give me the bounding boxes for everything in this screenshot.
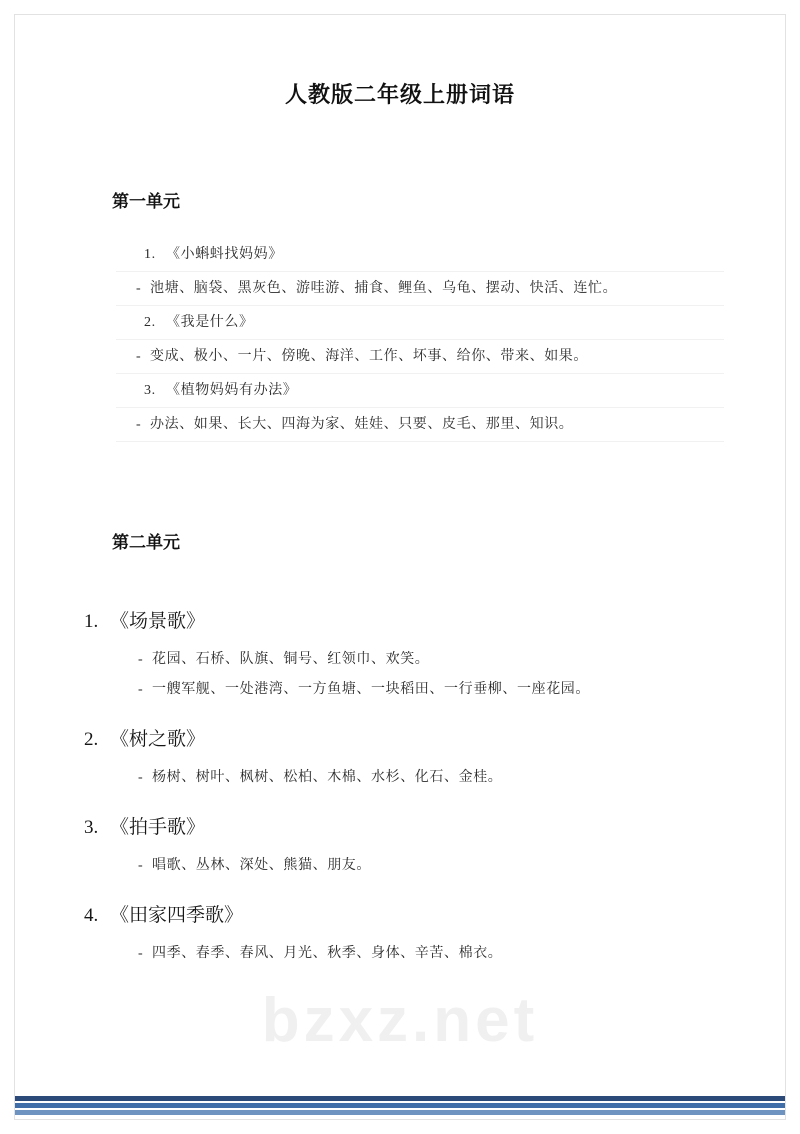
word-group: [138, 635, 724, 705]
list-item: [116, 408, 724, 442]
word-line: 四季、春季、春风、月光、秋季、身体、辛苦、棉衣。: [152, 946, 503, 961]
lesson-number: 1.: [144, 247, 156, 262]
page-title: 人教版二年级上册词语: [284, 82, 515, 107]
word-line: 杨树、树叶、枫树、松柏、木棉、水杉、化石、金桂。: [152, 770, 503, 785]
unit-heading-1: 第一单元: [112, 192, 180, 211]
unit-2-list: [76, 587, 724, 969]
list-item: [116, 374, 724, 408]
lesson-number: 3.: [144, 383, 156, 398]
footer-band-light: [15, 1110, 785, 1115]
word-line-row: [138, 645, 724, 675]
lesson-number: 1.: [84, 611, 99, 632]
lesson-title: 《田家四季歌》: [110, 905, 244, 926]
word-line-row: [138, 939, 724, 969]
word-line-row: [138, 675, 724, 705]
list-item: [84, 793, 724, 841]
lesson-number: 3.: [84, 817, 99, 838]
list-item: [116, 272, 724, 306]
list-item: [84, 587, 724, 635]
bullet-dash: -: [136, 349, 142, 364]
lesson-title: 《拍手歌》: [110, 817, 206, 838]
lesson-title: 《小蝌蚪找妈妈》: [166, 247, 283, 262]
lesson-title: 《场景歌》: [110, 611, 206, 632]
bullet-dash: -: [138, 946, 144, 961]
list-item: [116, 238, 724, 272]
word-group: [138, 929, 724, 969]
lesson-number: 2.: [144, 315, 156, 330]
list-item: [84, 881, 724, 929]
footer-band-dark: [15, 1096, 785, 1101]
word-line: 花园、石桥、队旗、铜号、红领巾、欢笑。: [152, 652, 430, 667]
bullet-dash: -: [136, 281, 142, 296]
word-line-row: [138, 763, 724, 793]
word-group: [138, 841, 724, 881]
word-group: [138, 753, 724, 793]
list-item: [116, 306, 724, 340]
bullet-dash: -: [138, 858, 144, 873]
word-line: 一艘军舰、一处港湾、一方鱼塘、一块稻田、一行垂柳、一座花园。: [152, 682, 590, 697]
bullet-dash: -: [138, 652, 144, 667]
unit-heading-2: 第二单元: [112, 533, 180, 552]
word-line-row: [138, 851, 724, 881]
footer-band-mid: [15, 1103, 785, 1108]
word-line: 池塘、脑袋、黑灰色、游哇游、捕食、鲤鱼、乌龟、摆动、快活、连忙。: [150, 281, 618, 296]
lesson-title: 《植物妈妈有办法》: [166, 383, 298, 398]
bullet-dash: -: [138, 682, 144, 697]
bullet-dash: -: [138, 770, 144, 785]
bullet-dash: -: [136, 417, 142, 432]
lesson-title: 《我是什么》: [166, 315, 254, 330]
word-line: 办法、如果、长大、四海为家、娃娃、只要、皮毛、那里、知识。: [150, 417, 574, 432]
word-line: 变成、极小、一片、傍晚、海洋、工作、坏事、给你、带来、如果。: [150, 349, 588, 364]
unit-1-list: [116, 238, 724, 442]
footer-decoration: [15, 1093, 785, 1119]
list-item: [84, 705, 724, 753]
list-item: [116, 340, 724, 374]
word-line: 唱歌、丛林、深处、熊猫、朋友。: [152, 858, 371, 873]
lesson-title: 《树之歌》: [110, 729, 206, 750]
watermark: bzxz.net: [261, 986, 539, 1055]
lesson-number: 2.: [84, 729, 99, 750]
lesson-number: 4.: [84, 905, 99, 926]
